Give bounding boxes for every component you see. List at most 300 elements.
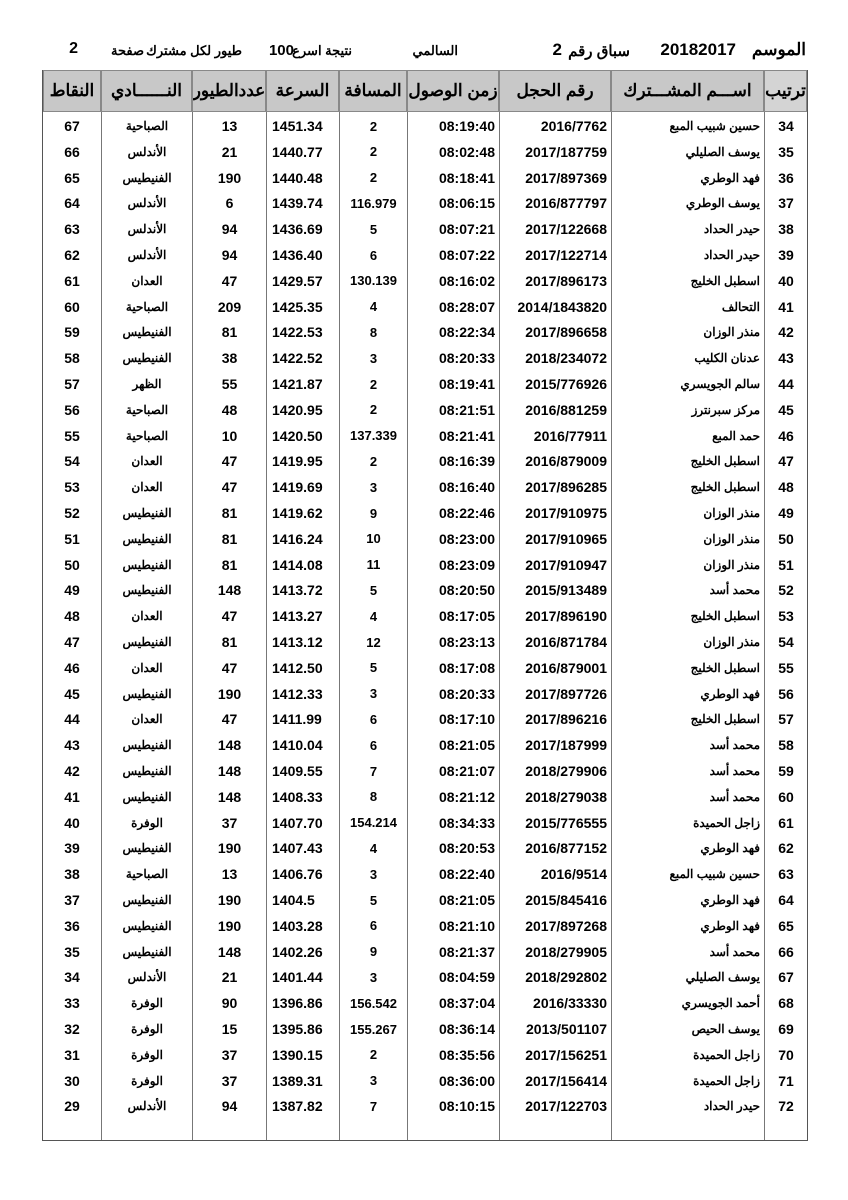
- cell-name: اسطبل الخليج: [611, 655, 764, 681]
- cell-rank: 61: [764, 810, 807, 836]
- cell-count: 148: [192, 732, 266, 758]
- cell-time: 08:37:04: [407, 990, 499, 1016]
- cell-name: حيدر الحداد: [611, 1093, 764, 1119]
- table-row: [43, 397, 807, 423]
- result-label: نتيجة اسرع: [292, 43, 352, 58]
- cell-club: الفنيطيس: [101, 732, 192, 758]
- table-header-row: [43, 70, 807, 112]
- cell-count: 190: [192, 165, 266, 191]
- cell-time: 08:20:50: [407, 577, 499, 603]
- cell-name: حيدر الحداد: [611, 242, 764, 268]
- table-row: [43, 835, 807, 861]
- table-row: [43, 964, 807, 990]
- cell-time: 08:34:33: [407, 810, 499, 836]
- cell-ring: 2017/896190: [499, 603, 611, 629]
- cell-speed: 1440.48: [266, 165, 339, 191]
- cell-name: سالم الجويسري: [611, 371, 764, 397]
- cell-dist: 3: [339, 474, 407, 500]
- cell-name: التحالف: [611, 294, 764, 320]
- cell-speed: 1439.74: [266, 190, 339, 216]
- cell-name: محمد أسد: [611, 758, 764, 784]
- cell-rank: 70: [764, 1042, 807, 1068]
- cell-name: حيدر الحداد: [611, 216, 764, 242]
- cell-time: 08:17:08: [407, 655, 499, 681]
- cell-club: الأندلس: [101, 190, 192, 216]
- cell-ring: 2016/877152: [499, 835, 611, 861]
- cell-dist: 4: [339, 294, 407, 320]
- cell-time: 08:21:10: [407, 913, 499, 939]
- cell-time: 08:16:39: [407, 448, 499, 474]
- cell-points: 41: [64, 788, 80, 805]
- cell-club: الوفرة: [101, 1068, 192, 1094]
- cell-club: الفنيطيس: [101, 835, 192, 861]
- cell-name: أحمد الجويسري: [611, 990, 764, 1016]
- cell-ring: 2018/279905: [499, 939, 611, 965]
- cell-ring: 2015/913489: [499, 577, 611, 603]
- cell-club: الأندلس: [101, 242, 192, 268]
- cell-dist: 154.214: [339, 810, 407, 836]
- cell-name: اسطبل الخليج: [611, 603, 764, 629]
- cell-rank: 38: [764, 216, 807, 242]
- cell-time: 08:19:40: [407, 113, 499, 139]
- cell-speed: 1389.31: [266, 1068, 339, 1094]
- column-header-club: النــــــادي: [101, 70, 192, 112]
- cell-ring: 2017/897369: [499, 165, 611, 191]
- cell-dist: 5: [339, 577, 407, 603]
- cell-name: يوسف الصليلي: [611, 964, 764, 990]
- cell-club: الأندلس: [101, 139, 192, 165]
- cell-name: منذر الوزان: [611, 629, 764, 655]
- cell-rank: 54: [764, 629, 807, 655]
- cell-club: الفنيطيس: [101, 577, 192, 603]
- cell-rank: 35: [764, 139, 807, 165]
- table-row: [43, 913, 807, 939]
- cell-ring: 2017/122703: [499, 1093, 611, 1119]
- table-row: [43, 526, 807, 552]
- cell-club: الفنيطيس: [101, 552, 192, 578]
- cell-club: الصباحية: [101, 294, 192, 320]
- cell-rank: 51: [764, 552, 807, 578]
- cell-count: 148: [192, 784, 266, 810]
- cell-name: فهد الوطري: [611, 165, 764, 191]
- cell-count: 81: [192, 552, 266, 578]
- cell-points: 40: [64, 814, 80, 831]
- cell-time: 08:16:40: [407, 474, 499, 500]
- column-header-ring: رقم الحجل: [499, 70, 611, 112]
- cell-club: العدان: [101, 706, 192, 732]
- table-row: [43, 139, 807, 165]
- cell-count: 38: [192, 345, 266, 371]
- table-row: [43, 294, 807, 320]
- cell-dist: 8: [339, 784, 407, 810]
- season-value: 20182017: [660, 40, 736, 59]
- cell-points: 37: [64, 892, 80, 908]
- table-row: [43, 577, 807, 603]
- cell-points: 58: [64, 350, 80, 367]
- cell-speed: 1419.95: [266, 448, 339, 474]
- cell-ring: 2017/896658: [499, 319, 611, 345]
- race-number: 2: [552, 40, 562, 59]
- cell-dist: 6: [339, 913, 407, 939]
- cell-name: اسطبل الخليج: [611, 268, 764, 294]
- table-row: [43, 603, 807, 629]
- cell-club: الصباحية: [101, 423, 192, 449]
- table-row: [43, 371, 807, 397]
- cell-speed: 1414.08: [266, 552, 339, 578]
- cell-rank: 63: [764, 861, 807, 887]
- race-location: السالمي: [412, 43, 458, 58]
- cell-club: الفنيطيس: [101, 500, 192, 526]
- cell-ring: 2017/187999: [499, 732, 611, 758]
- cell-time: 08:04:59: [407, 964, 499, 990]
- cell-dist: 6: [339, 732, 407, 758]
- cell-dist: 2: [339, 397, 407, 423]
- cell-speed: 1422.53: [266, 319, 339, 345]
- table-row: [43, 474, 807, 500]
- cell-points: 67: [64, 118, 80, 134]
- cell-club: الفنيطيس: [101, 319, 192, 345]
- cell-club: الفنيطيس: [101, 629, 192, 655]
- cell-name: محمد أسد: [611, 784, 764, 810]
- table-row: [43, 345, 807, 371]
- cell-points: 45: [64, 685, 80, 702]
- cell-club: الفنيطيس: [101, 939, 192, 965]
- cell-count: 90: [192, 990, 266, 1016]
- column-divider: [764, 112, 765, 1140]
- cell-points: 31: [64, 1046, 80, 1063]
- cell-speed: 1408.33: [266, 784, 339, 810]
- cell-count: 190: [192, 835, 266, 861]
- cell-dist: 11: [339, 552, 407, 578]
- cell-club: الفنيطيس: [101, 913, 192, 939]
- cell-time: 08:22:46: [407, 500, 499, 526]
- table-row: [43, 268, 807, 294]
- cell-points: 65: [64, 169, 80, 186]
- cell-dist: 2: [339, 139, 407, 165]
- cell-name: منذر الوزان: [611, 552, 764, 578]
- cell-speed: 1413.27: [266, 603, 339, 629]
- cell-dist: 9: [339, 500, 407, 526]
- cell-count: 47: [192, 655, 266, 681]
- cell-count: 81: [192, 526, 266, 552]
- cell-speed: 1420.50: [266, 423, 339, 449]
- cell-club: الصباحية: [101, 397, 192, 423]
- cell-club: العدان: [101, 603, 192, 629]
- cell-rank: 71: [764, 1068, 807, 1094]
- cell-points: 47: [64, 634, 80, 650]
- cell-club: الفنيطيس: [101, 165, 192, 191]
- cell-rank: 53: [764, 603, 807, 629]
- cell-name: منذر الوزان: [611, 500, 764, 526]
- table-row: [43, 448, 807, 474]
- cell-speed: 1409.55: [266, 758, 339, 784]
- table-row: [43, 784, 807, 810]
- cell-ring: 2017/910965: [499, 526, 611, 552]
- page-number: 2: [69, 40, 78, 57]
- table-row: [43, 990, 807, 1016]
- cell-time: 08:20:53: [407, 835, 499, 861]
- cell-speed: 1451.34: [266, 113, 339, 139]
- cell-count: 81: [192, 629, 266, 655]
- cell-points: 56: [64, 401, 80, 418]
- cell-club: الصباحية: [101, 113, 192, 139]
- cell-count: 47: [192, 706, 266, 732]
- cell-dist: 156.542: [339, 990, 407, 1016]
- cell-rank: 66: [764, 939, 807, 965]
- cell-rank: 34: [764, 113, 807, 139]
- cell-count: 47: [192, 448, 266, 474]
- cell-club: العدان: [101, 474, 192, 500]
- cell-count: 55: [192, 371, 266, 397]
- cell-ring: 2016/9514: [499, 861, 611, 887]
- cell-time: 08:22:40: [407, 861, 499, 887]
- cell-time: 08:17:05: [407, 603, 499, 629]
- column-divider: [407, 112, 408, 1140]
- cell-ring: 2016/879009: [499, 448, 611, 474]
- cell-name: اسطبل الخليج: [611, 706, 764, 732]
- cell-club: الأندلس: [101, 216, 192, 242]
- cell-club: الوفرة: [101, 810, 192, 836]
- cell-dist: 6: [339, 706, 407, 732]
- cell-points: 66: [64, 143, 80, 160]
- cell-name: زاجل الحميدة: [611, 1068, 764, 1094]
- cell-name: يوسف الحيص: [611, 1016, 764, 1042]
- column-divider: [611, 112, 612, 1140]
- column-header-time: زمن الوصول: [407, 70, 499, 112]
- cell-rank: 52: [764, 577, 807, 603]
- cell-speed: 1395.86: [266, 1016, 339, 1042]
- cell-ring: 2015/845416: [499, 887, 611, 913]
- table-row: [43, 242, 807, 268]
- column-divider: [499, 112, 500, 1140]
- cell-time: 08:21:07: [407, 758, 499, 784]
- cell-name: اسطبل الخليج: [611, 448, 764, 474]
- cell-count: 209: [192, 294, 266, 320]
- cell-ring: 2017/896173: [499, 268, 611, 294]
- cell-count: 148: [192, 939, 266, 965]
- cell-count: 37: [192, 810, 266, 836]
- cell-club: الأندلس: [101, 964, 192, 990]
- table-row: [43, 706, 807, 732]
- cell-dist: 2: [339, 113, 407, 139]
- cell-club: الفنيطيس: [101, 681, 192, 707]
- cell-time: 08:21:51: [407, 397, 499, 423]
- column-header-count: عددالطيور: [192, 70, 266, 112]
- cell-rank: 59: [764, 758, 807, 784]
- cell-rank: 56: [764, 681, 807, 707]
- cell-dist: 2: [339, 1042, 407, 1068]
- cell-dist: 5: [339, 216, 407, 242]
- table-row: [43, 758, 807, 784]
- cell-name: فهد الوطري: [611, 887, 764, 913]
- cell-dist: 7: [339, 758, 407, 784]
- cell-count: 48: [192, 397, 266, 423]
- cell-dist: 12: [339, 629, 407, 655]
- cell-club: العدان: [101, 268, 192, 294]
- cell-speed: 1410.04: [266, 732, 339, 758]
- cell-ring: 2018/234072: [499, 345, 611, 371]
- cell-count: 81: [192, 500, 266, 526]
- cell-points: 51: [64, 530, 80, 547]
- cell-count: 47: [192, 474, 266, 500]
- cell-dist: 5: [339, 887, 407, 913]
- cell-rank: 55: [764, 655, 807, 681]
- cell-speed: 1416.24: [266, 526, 339, 552]
- cell-points: 64: [64, 195, 80, 212]
- cell-time: 08:21:05: [407, 887, 499, 913]
- cell-count: 6: [192, 190, 266, 216]
- cell-name: محمد أسد: [611, 732, 764, 758]
- cell-time: 08:20:33: [407, 681, 499, 707]
- cell-time: 08:23:09: [407, 552, 499, 578]
- cell-speed: 1419.62: [266, 500, 339, 526]
- cell-speed: 1412.50: [266, 655, 339, 681]
- cell-rank: 40: [764, 268, 807, 294]
- table-row: [43, 190, 807, 216]
- cell-time: 08:28:07: [407, 294, 499, 320]
- cell-time: 08:16:02: [407, 268, 499, 294]
- cell-time: 08:02:48: [407, 139, 499, 165]
- cell-name: مركز سبرنترز: [611, 397, 764, 423]
- cell-name: منذر الوزان: [611, 526, 764, 552]
- table-row: [43, 810, 807, 836]
- cell-rank: 41: [764, 294, 807, 320]
- cell-ring: 2014/1843820: [499, 294, 611, 320]
- cell-count: 148: [192, 758, 266, 784]
- cell-name: فهد الوطري: [611, 681, 764, 707]
- cell-count: 190: [192, 887, 266, 913]
- table-row: [43, 319, 807, 345]
- cell-name: فهد الوطري: [611, 835, 764, 861]
- page-label: صفحة: [111, 43, 144, 58]
- cell-count: 94: [192, 242, 266, 268]
- per-member-label: طيور لكل مشترك: [146, 43, 242, 58]
- cell-points: 36: [64, 917, 80, 934]
- cell-rank: 65: [764, 913, 807, 939]
- cell-count: 47: [192, 268, 266, 294]
- cell-rank: 44: [764, 371, 807, 397]
- cell-dist: 3: [339, 964, 407, 990]
- column-divider: [266, 112, 267, 1140]
- cell-ring: 2017/122668: [499, 216, 611, 242]
- cell-count: 21: [192, 964, 266, 990]
- cell-time: 08:07:22: [407, 242, 499, 268]
- cell-rank: 57: [764, 706, 807, 732]
- cell-dist: 3: [339, 1068, 407, 1094]
- cell-points: 53: [64, 479, 80, 496]
- cell-rank: 42: [764, 319, 807, 345]
- cell-speed: 1440.77: [266, 139, 339, 165]
- cell-rank: 49: [764, 500, 807, 526]
- cell-speed: 1429.57: [266, 268, 339, 294]
- cell-ring: 2017/896285: [499, 474, 611, 500]
- cell-rank: 67: [764, 964, 807, 990]
- cell-rank: 47: [764, 448, 807, 474]
- cell-ring: 2016/871784: [499, 629, 611, 655]
- cell-club: الفنيطيس: [101, 887, 192, 913]
- cell-ring: 2015/776555: [499, 810, 611, 836]
- cell-name: محمد أسد: [611, 939, 764, 965]
- cell-speed: 1413.12: [266, 629, 339, 655]
- cell-speed: 1413.72: [266, 577, 339, 603]
- cell-ring: 2017/896216: [499, 706, 611, 732]
- cell-name: عدنان الكليب: [611, 345, 764, 371]
- cell-time: 08:18:41: [407, 165, 499, 191]
- cell-rank: 64: [764, 887, 807, 913]
- cell-club: الظهر: [101, 371, 192, 397]
- cell-time: 08:21:05: [407, 732, 499, 758]
- cell-ring: 2017/910975: [499, 500, 611, 526]
- cell-dist: 10: [339, 526, 407, 552]
- cell-ring: 2017/897268: [499, 913, 611, 939]
- cell-points: 42: [64, 763, 80, 779]
- cell-ring: 2017/122714: [499, 242, 611, 268]
- cell-club: الفنيطيس: [101, 758, 192, 784]
- cell-name: حمد المبع: [611, 423, 764, 449]
- cell-name: محمد أسد: [611, 577, 764, 603]
- cell-club: الفنيطيس: [101, 345, 192, 371]
- cell-name: زاجل الحميدة: [611, 810, 764, 836]
- cell-name: فهد الوطري: [611, 913, 764, 939]
- column-header-rank: ترتيب: [764, 70, 807, 112]
- cell-ring: 2017/156414: [499, 1068, 611, 1094]
- table-row: [43, 939, 807, 965]
- cell-ring: 2018/279906: [499, 758, 611, 784]
- cell-rank: 45: [764, 397, 807, 423]
- season-label: الموسم: [751, 40, 806, 59]
- cell-count: 37: [192, 1042, 266, 1068]
- cell-speed: 1412.33: [266, 681, 339, 707]
- cell-speed: 1425.35: [266, 294, 339, 320]
- cell-club: الوفرة: [101, 1042, 192, 1068]
- cell-dist: 3: [339, 861, 407, 887]
- column-header-name: اســـم المشـــترك: [611, 70, 764, 112]
- cell-rank: 37: [764, 190, 807, 216]
- cell-club: الوفرة: [101, 1016, 192, 1042]
- column-divider: [339, 112, 340, 1140]
- cell-rank: 68: [764, 990, 807, 1016]
- cell-speed: 1407.43: [266, 835, 339, 861]
- column-header-points: النقاط: [43, 70, 101, 112]
- cell-club: العدان: [101, 448, 192, 474]
- cell-club: الفنيطيس: [101, 784, 192, 810]
- cell-time: 08:21:41: [407, 423, 499, 449]
- cell-dist: 9: [339, 939, 407, 965]
- cell-rank: 50: [764, 526, 807, 552]
- cell-speed: 1406.76: [266, 861, 339, 887]
- column-divider: [192, 112, 193, 1140]
- table-row: [43, 552, 807, 578]
- cell-club: الفنيطيس: [101, 526, 192, 552]
- cell-name: يوسف الوطري: [611, 190, 764, 216]
- cell-points: 62: [64, 247, 80, 263]
- cell-speed: 1387.82: [266, 1093, 339, 1119]
- cell-rank: 48: [764, 474, 807, 500]
- cell-time: 08:23:00: [407, 526, 499, 552]
- cell-ring: 2016/7762: [499, 113, 611, 139]
- cell-speed: 1411.99: [266, 706, 339, 732]
- cell-points: 46: [64, 659, 80, 676]
- cell-club: الأندلس: [101, 1093, 192, 1119]
- column-header-speed: السرعة: [266, 70, 339, 112]
- cell-ring: 2017/897726: [499, 681, 611, 707]
- cell-points: 54: [64, 453, 80, 470]
- table-row: [43, 216, 807, 242]
- cell-points: 39: [64, 840, 80, 857]
- cell-time: 08:06:15: [407, 190, 499, 216]
- cell-points: 60: [64, 298, 80, 315]
- cell-time: 08:20:33: [407, 345, 499, 371]
